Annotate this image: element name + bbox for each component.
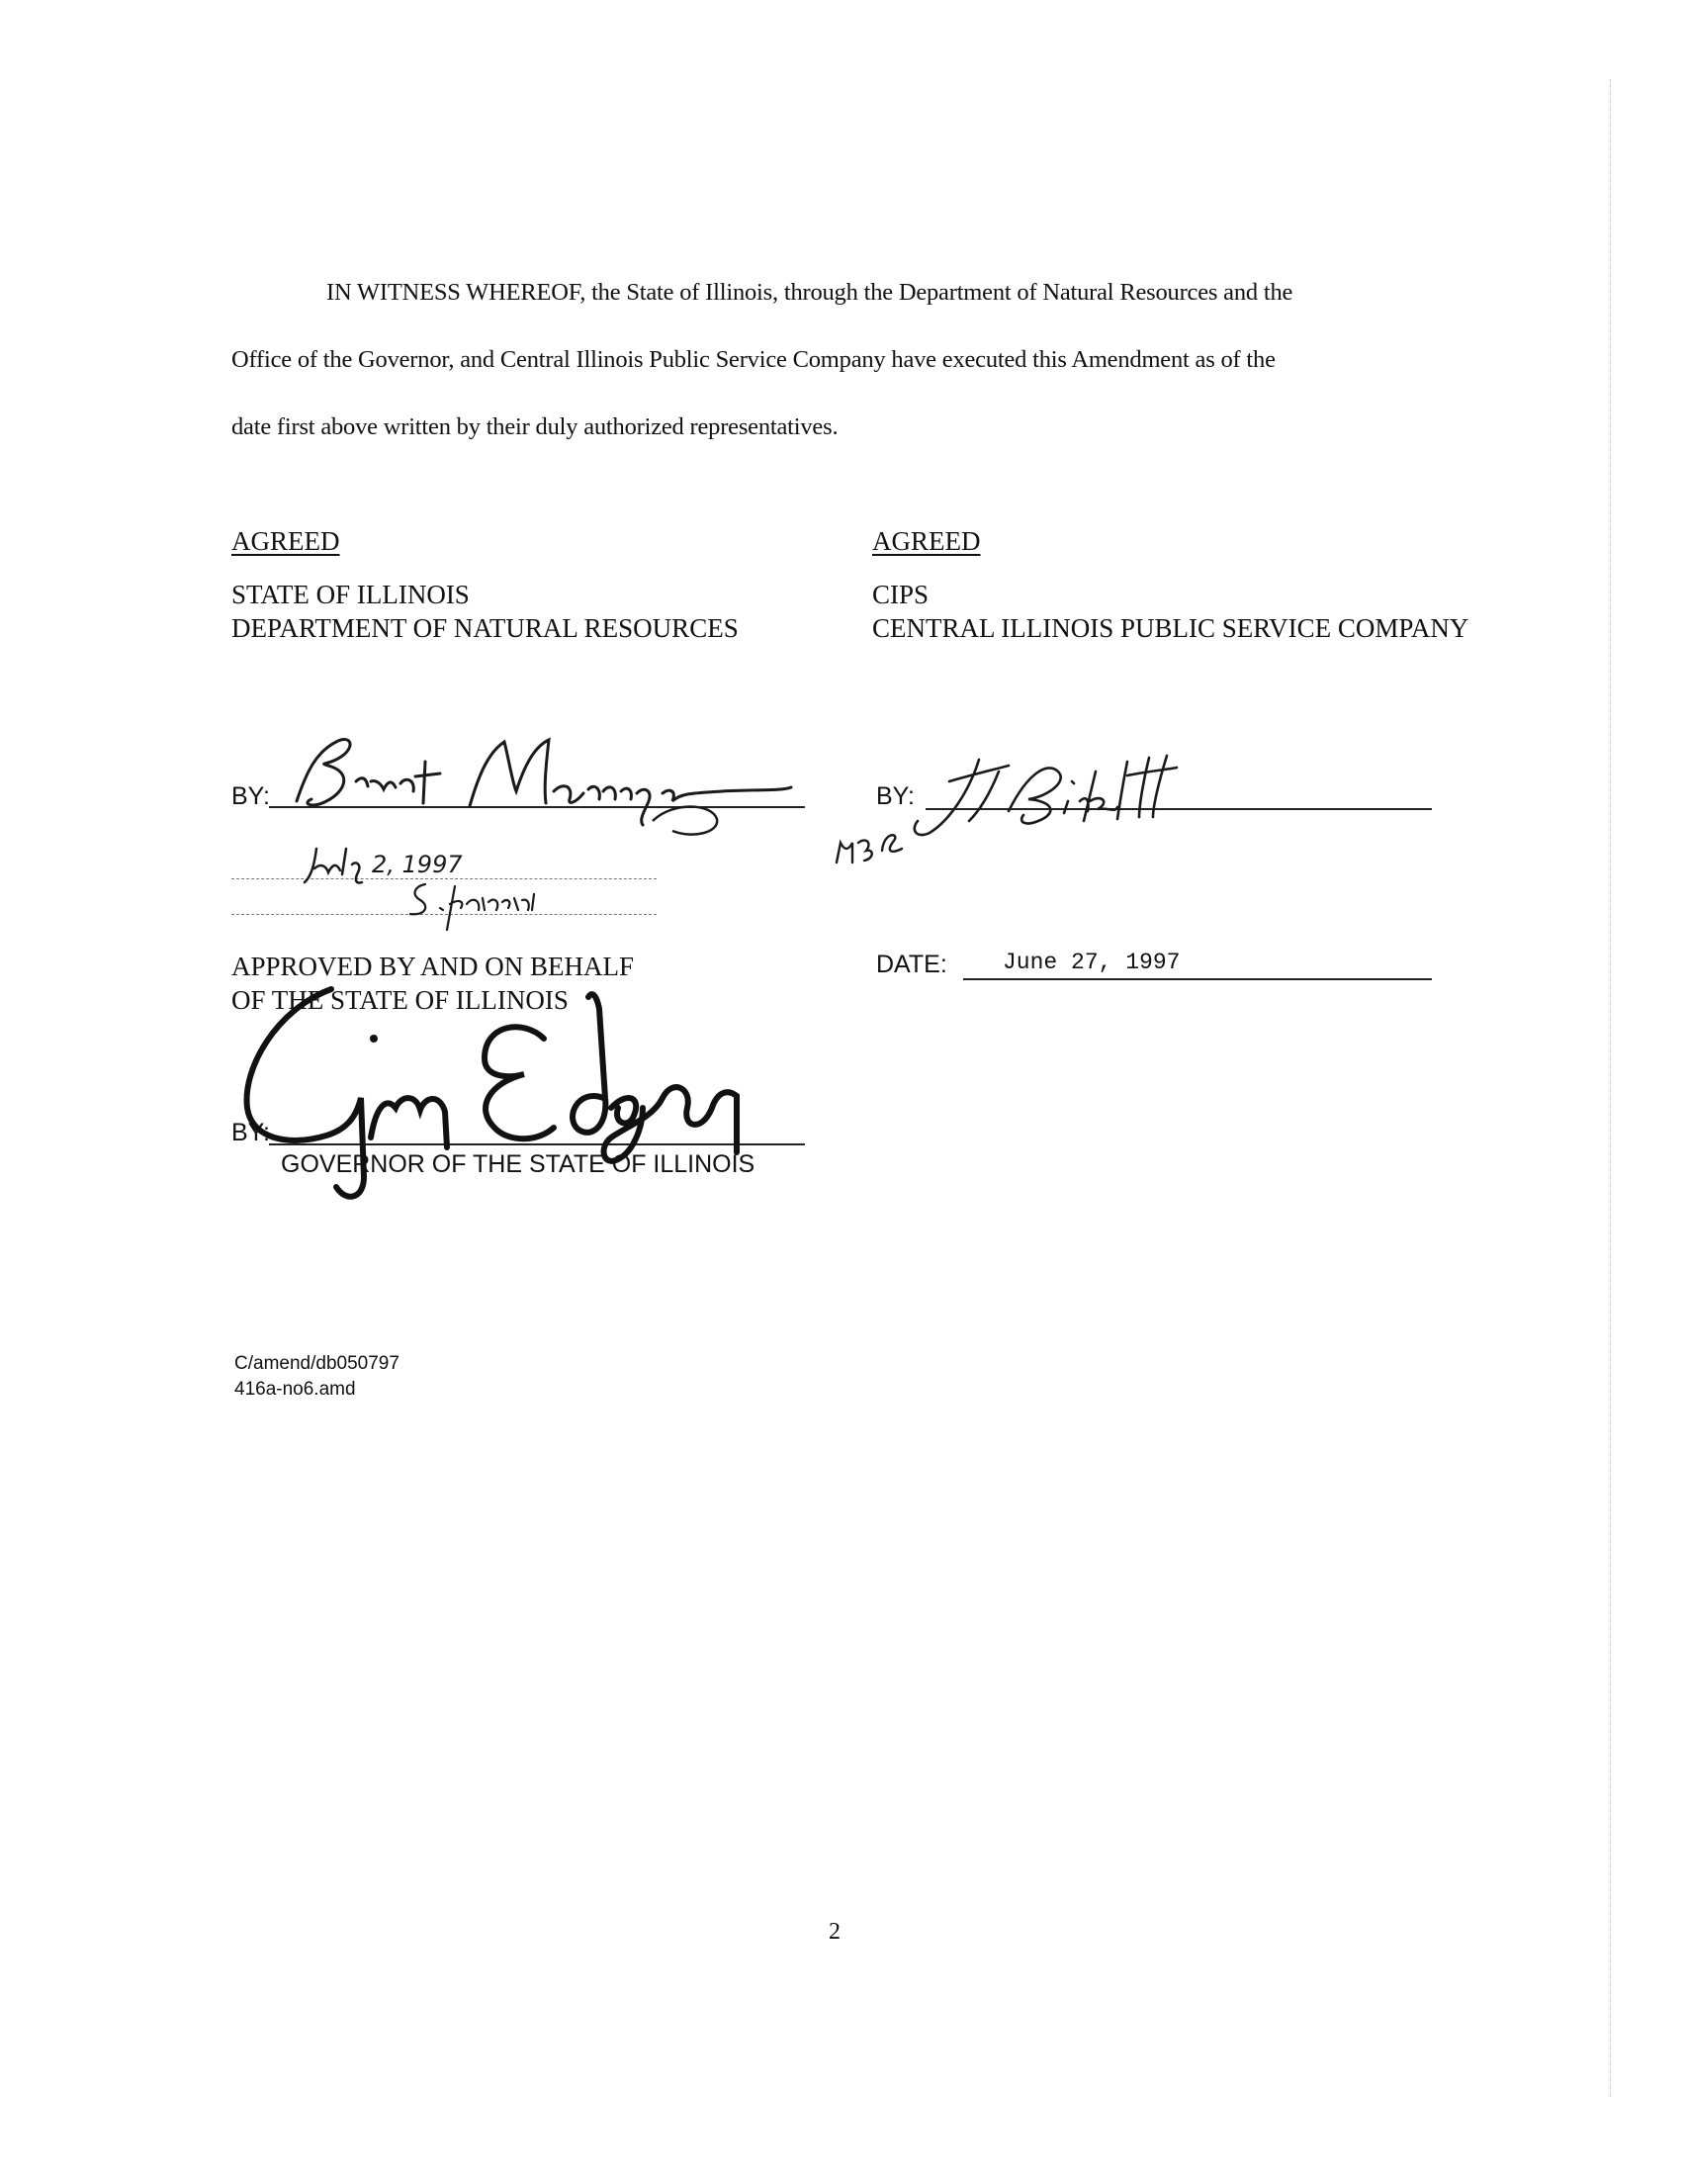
jim-edgar-signature (237, 979, 791, 1217)
approved-line-1: APPROVED BY AND ON BEHALF (231, 952, 635, 981)
date-value: June 27, 1997 (1003, 950, 1181, 975)
left-org-line-2: DEPARTMENT OF NATURAL RESOURCES (231, 613, 739, 643)
governor-title: GOVERNOR OF THE STATE OF ILLINOIS (281, 1150, 755, 1178)
witness-paragraph (231, 259, 1448, 461)
file-reference-line-2: 416a-no6.amd (234, 1379, 356, 1400)
brent-manning-signature (257, 722, 791, 841)
date-label: DATE: (876, 951, 947, 978)
right-org-line-2: CENTRAL ILLINOIS PUBLIC SERVICE COMPANY (872, 613, 1469, 643)
right-agreed-heading: AGREED (872, 526, 981, 556)
jt-birkett-signature (831, 752, 1246, 861)
approved-line-2: OF THE STATE OF ILLINOIS (231, 985, 569, 1015)
left-org-line-1: STATE OF ILLINOIS (231, 580, 470, 609)
file-reference-line-1: C/amend/db050797 (234, 1353, 399, 1374)
left-by-label: BY: (231, 782, 270, 810)
page-number: 2 (829, 1919, 841, 1945)
right-by-label: BY: (876, 782, 915, 810)
left-agreed-heading: AGREED (231, 526, 340, 556)
witness-paragraph-line-3: date first above written by their duly authorized representatives. (231, 413, 839, 440)
scan-edge-line (1610, 79, 1611, 2097)
witness-paragraph-line-1: IN WITNESS WHEREOF, the State of Illinois, through the Department of Natural Resources and the (326, 279, 1293, 306)
right-org-line-1: CIPS (872, 580, 930, 609)
handwritten-initials-signature (396, 874, 574, 934)
governor-by-label: BY: (231, 1119, 270, 1146)
svg-text:2, 1997: 2, 1997 (372, 851, 463, 878)
witness-paragraph-line-2: Office of the Governor, and Central Illinois Public Service Company have executed this Amendment as of the (231, 346, 1276, 373)
